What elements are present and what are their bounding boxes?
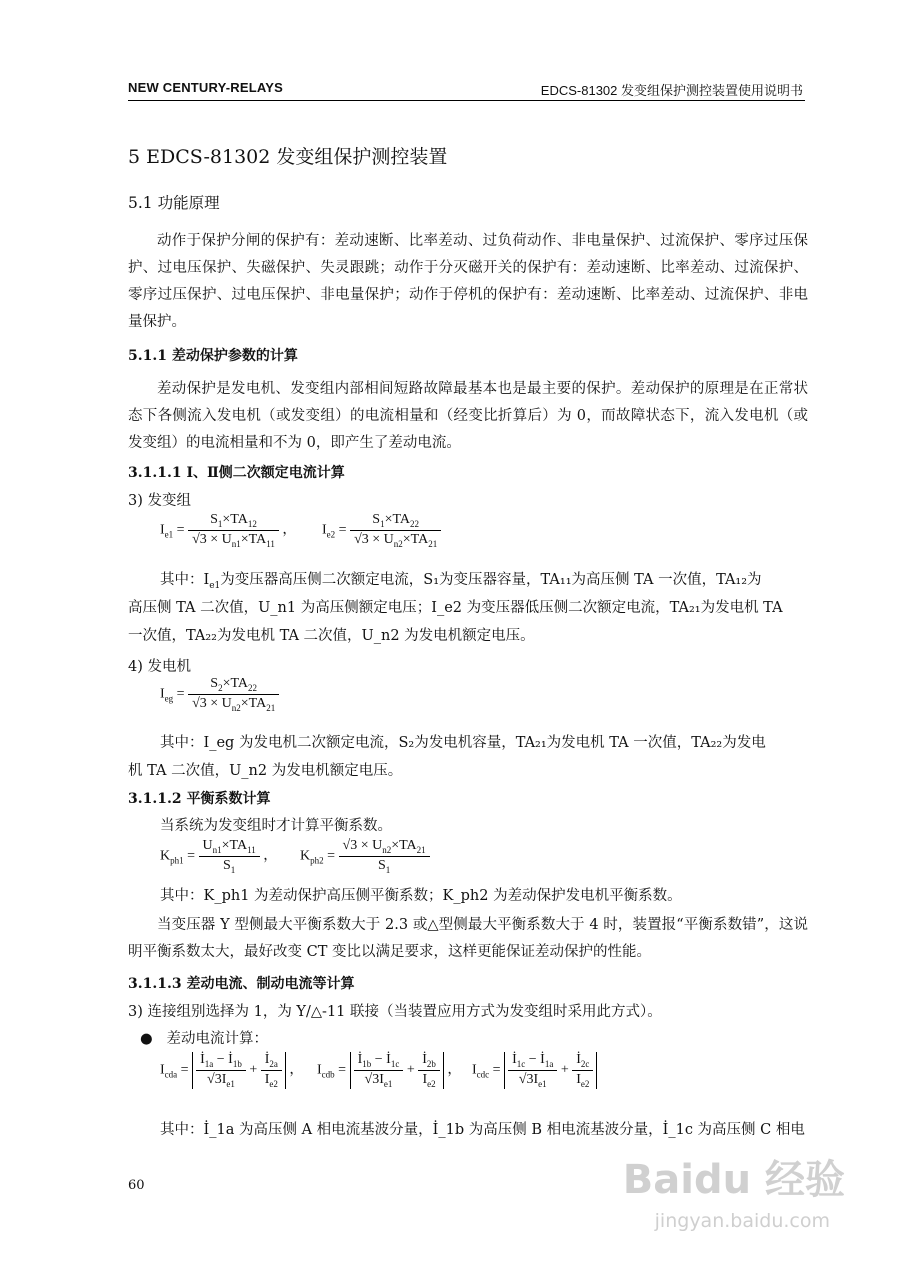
subsection-511: 5.1.1 差动保护参数的计算 — [128, 348, 298, 364]
balance-paragraph: 当变压器 Y 型侧最大平衡系数大于 2.3 或△型侧最大平衡系数大于 4 时，装置报“平衡系数错”，这说明平衡系数太大，最好改变 CT 变比以满足要求，这样更能保证差动保护的性能。 — [128, 917, 808, 960]
header-rule — [128, 100, 805, 101]
balance-intro: 当系统为发变组时才计算平衡系数。 — [160, 818, 392, 834]
note-ieg-line2: 机 TA 二次值，U_n2 为发电机额定电压。 — [128, 763, 403, 779]
header-left: NEW CENTURY-RELAYS — [128, 80, 284, 95]
note-ie1-line3: 一次值，TA₂₂为发电机 TA 二次值，U_n2 为发电机额定电压。 — [128, 628, 535, 644]
formula-icdc: $I_{cdc}$ = $\frac{İ_{1c} - İ_{1a}}{√3I_{e1}}$ + $\frac{İ_{2c}}{I_{e2}}$ — [472, 1052, 597, 1089]
formula-icdb: $I_{cdb}$ = $\frac{İ_{1b} - İ_{1c}}{√3I_{e1}}$ + $\frac{İ_{2b}}{I_{e2}}$ ， — [317, 1052, 462, 1089]
formula-kph1: $K_{ph1}$ = $\frac{U_{n1}\times TA_{11}}{S_1}$ ， — [160, 838, 278, 875]
formula-icda: $I_{cda}$ = $\frac{İ_{1a} - İ_{1b}}{√3I_{e1}}$ + $\frac{İ_{2a}}{I_{e2}}$ ， — [160, 1052, 304, 1089]
note-ie1-line2: 高压侧 TA 二次值，U_n1 为高压侧额定电压；I_e2 为变压器低压侧二次额定电流，TA₂₁为发电机 TA — [128, 600, 783, 616]
formula-ie2: $I_{e2}$ = $\frac{S_1\times TA_{22}}{√3 \times U_{n2}\times TA_{21}}$ — [322, 512, 441, 549]
intro-paragraph: 动作于保护分闸的保护有：差动速断、比率差动、过负荷动作、非电量保护、过流保护、零序过压保护、过电压保护、失磁保护、失灵跟跳；动作于分灭磁开关的保护有：差动速断、比率差动、过流保护、零序过压保护、过电压保护、非电量保护；动作于停机的保护有：差动速断、比率差动、过流保护、非电量保护。 — [128, 233, 808, 330]
item-transformer: 3) 发变组 — [128, 493, 191, 509]
formula-ieg: $I_{eg}$ = $\frac{S_2\times TA_{22}}{√3 \times U_{n2}\times TA_{21}}$ — [160, 676, 279, 713]
diff-protection-paragraph: 差动保护是发电机、发变组内部相间短路故障最基本也是最主要的保护。差动保护的原理是在正常状态下各侧流入发电机（或发变组）的电流相量和（经变比折算后）为 0，而故障状态下，流入发电机（或发变组）的电流相量和不为 0，即产生了差动电流。 — [128, 381, 808, 451]
item-generator: 4) 发电机 — [128, 659, 191, 675]
subsection-3112: 3.1.1.2 平衡系数计算 — [128, 791, 271, 807]
section-title: 5.1 功能原理 — [128, 194, 220, 212]
note-kph: 其中：K_ph1 为差动保护高压侧平衡系数；K_ph2 为差动保护发电机平衡系数。 — [160, 888, 682, 904]
note-ieg-line1: 其中：I_eg 为发电机二次额定电流，S₂为发电机容量，TA₂₁为发电机 TA 一次值，TA₂₂为发电 — [160, 735, 766, 751]
formula-ie1: $I_{e1}$ = $\frac{S_1\times TA_{12}}{√3 \times U_{n1}\times TA_{11}}$ ， — [160, 512, 297, 549]
note-phasors: 其中：İ_1a 为高压侧 A 相电流基波分量，İ_1b 为高压侧 B 相电流基波分量，İ_1c 为高压侧 C 相电 — [160, 1122, 805, 1138]
formula-kph2: $K_{ph2}$ = $\frac{√3 \times U_{n2}\times TA_{21}}{S_1}$ — [300, 838, 430, 875]
bullet-dot-icon: ● — [140, 1031, 153, 1047]
watermark-logo: Baidu 经验 — [622, 1157, 845, 1203]
page-number: 60 — [128, 1178, 145, 1193]
header-right: EDCS-81302 发变组保护测控装置使用说明书 — [540, 83, 803, 98]
note-ie1-line1: 其中：$I_{e1}$为变压器高压侧二次额定电流，S₁为变压器容量，TA₁₁为高压侧 TA 一次值，TA₁₂为 — [160, 572, 762, 591]
item-connection: 3) 连接组别选择为 1，为 Y/△-11 联接（当装置应用方式为发变组时采用此方式）。 — [128, 1004, 662, 1020]
chapter-title: 5 EDCS-81302 发变组保护测控装置 — [128, 146, 448, 168]
subsection-3113: 3.1.1.3 差动电流、制动电流等计算 — [128, 976, 355, 992]
watermark-url: jingyan.baidu.com — [654, 1210, 830, 1232]
subsection-3111: 3.1.1.1 Ⅰ、Ⅱ侧二次额定电流计算 — [128, 465, 345, 481]
bullet-diff-current: ● 差动电流计算： — [140, 1031, 268, 1047]
